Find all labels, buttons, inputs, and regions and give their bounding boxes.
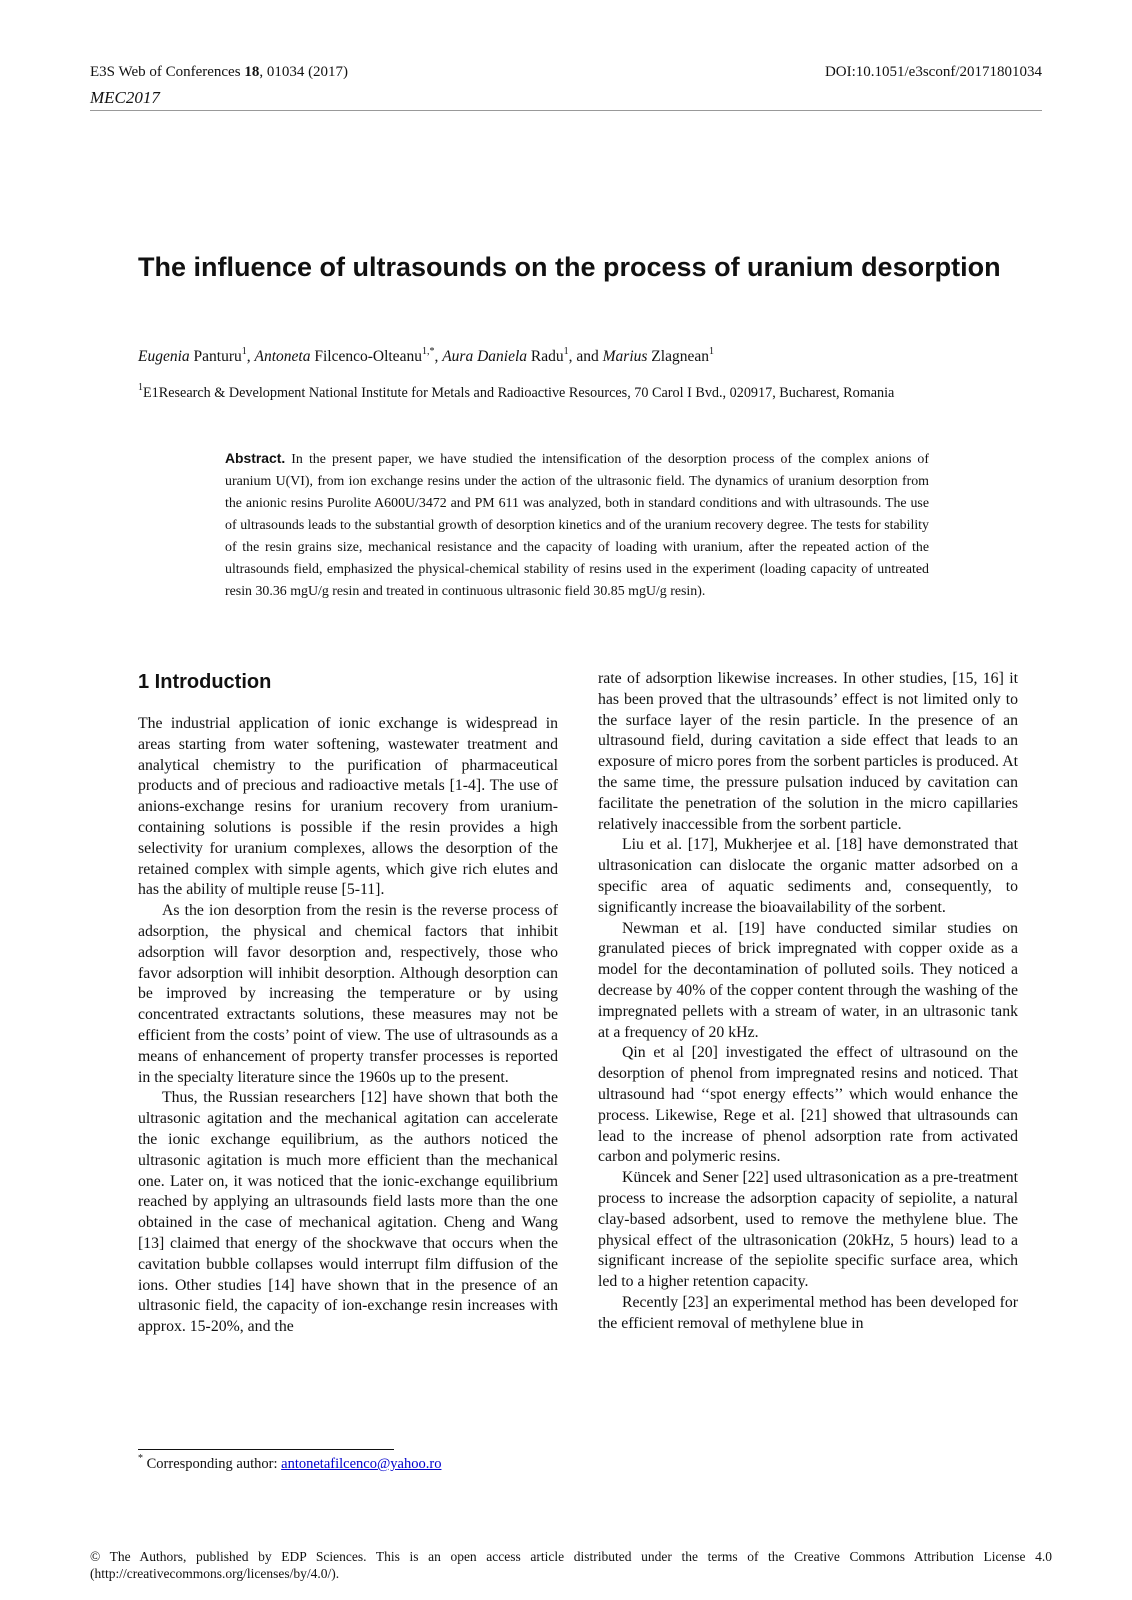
paragraph: rate of adsorption likewise increases. In other studies, [15, 16] it has been proved that the ultrasounds’ effect is not limited only to the surface layer of the resin particle. In the presence of an ultrasound field, during cavitation a side effect that leads to an exposure of micro pores from the sorbent particles is produced. At the same time, the pressure pulsation induced by cavitation can facilitate the penetration of the solution in the micro capillaries relatively inaccessible from the sorbent particle. bbox=[598, 670, 1018, 833]
doi: DOI:10.1051/e3sconf/20171801034 bbox=[824, 64, 1042, 80]
paragraph: Recently [23] an experimental method has been developed for the efficient removal of methylene blue in bbox=[598, 1293, 1018, 1332]
paragraph: Newman et al. [19] have conducted similar studies on granulated pieces of brick impregnated with copper oxide as a model for the decontamination of polluted soils. They noticed a decrease by 40% of the copper content through the washing of the impregnated pellets with a stream of water, in an ultrasonic tank at a frequency of 20 kHz. bbox=[598, 919, 1018, 1041]
paragraph: Thus, the Russian researchers [12] have shown that both the ultrasonic agitation and the mechanical agitation can accelerate the ionic exchange equilibrium, as the authors noticed the ultrasonic agitation is much more efficient than the mechanical one. Later on, it was noticed that the ionic-exchange equilibrium reached by applying an ultrasounds field lasts more than the one obtained in the case of mechanical agitation. Cheng and Wang [13] claimed that energy of the shockwave that occurs when the cavitation bubble collapses would interrupt film diffusion of the ions. Other studies [14] have shown that in the presence of an ultrasonic field, the capacity of ion-exchange resin increases with approx. 15-20%, and the bbox=[138, 1089, 558, 1336]
author: Eugenia Panturu$^1$, bbox=[138, 345, 255, 365]
affiliation bbox=[138, 382, 895, 402]
footnote-mark: * bbox=[138, 1453, 143, 1465]
author: Marius Zlagnean$^1$ bbox=[602, 345, 714, 365]
footnote-rule bbox=[138, 1449, 394, 1450]
paragraph: As the ion desorption from the resin is the reverse process of adsorption, the physical and chemical factors that inhibit adsorption will favor desorption and, respectively, those who favor adsorption will inhibit desorption. Although desorption can be improved by increasing the temperature or by using concentrated extractants solutions, these measures may not be efficient from the costs’ point of view. The use of ultrasounds as a means of enhancement of property transfer processes is reported in the specialty literature since the 1960s up to the present. bbox=[138, 902, 558, 1086]
section-heading: 1 Introduction bbox=[138, 671, 272, 693]
abstract-label: Abstract. bbox=[225, 450, 286, 466]
left-column bbox=[138, 714, 558, 1338]
right-column bbox=[598, 669, 1018, 1335]
author: Aura Daniela Radu$^1$, and bbox=[442, 345, 603, 365]
journal-citation bbox=[90, 63, 348, 81]
paragraph: Küncek and Sener [22] used ultrasonication as a pre-treatment process to increase the adsorption capacity of sepiolite, a natural clay-based adsorbent, used to remove the methylene blue. The physical effect of the ultrasonication (20kHz, 5 hours) lead to a significant increase of the sepiolite specific surface area, which led to a higher retention capacity. bbox=[598, 1169, 1018, 1291]
affiliation-mark: 1 bbox=[138, 382, 143, 394]
header-rule bbox=[90, 110, 1042, 111]
footnote bbox=[138, 1453, 442, 1473]
author-list bbox=[138, 345, 714, 366]
author-email-link[interactable]: antonetafilcenco@yahoo.ro bbox=[281, 1456, 442, 1472]
article-number: , 01034 (2017) bbox=[259, 64, 349, 80]
affiliation-text: E1Research & Development National Institute for Metals and Radioactive Resources, 70 Carol I Bvd., 020917, Bucharest, Romania bbox=[143, 385, 895, 401]
abstract-text: In the present paper, we have studied the intensification of the desorption process of the complex anions of uranium U(VI), from ion exchange resins under the action of the ultrasonic field. The dynamics of uranium desorption from the anionic resins Purolite A600U/3472 and PM 611 was analyzed, both in standard conditions and with ultrasounds. The use of ultrasounds leads to the substantial growth of desorption kinetics and of the uranium recovery degree. The tests for stability of the resin grains size, mechanical resistance and the capacity of loading with uranium, after the repeated action of the ultrasounds field, emphasized the physical-chemical stability of resins used in the experiment (loading capacity of untreated resin 30.36 mgU/g resin and treated in continuous ultrasonic field 30.85 mgU/g resin). bbox=[225, 452, 929, 599]
paragraph: The industrial application of ionic exchange is widespread in areas starting from water softening, wastewater treatment and analytical chemistry to the purification of pharmaceutical products and of precious and radioactive metals [1-4]. The use of anions-exchange resins for uranium recovery from uranium-containing solutions is possible if the resin provides a high selectivity for uranium complexes, allows the desorption of the retained complex with simple agents, which give rich elutes and has the ability of multiple reuse [5-11]. bbox=[138, 715, 558, 899]
conference-name: MEC2017 bbox=[90, 88, 160, 107]
paragraph: Qin et al [20] investigated the effect of ultrasound on the desorption of phenol from impregnated resins and noticed. That ultrasound had ‘‘spot energy effects’’ which would enhance the process. Likewise, Rege et al. [21] showed that ultrasounds can lead to the increase of phenol adsorption rate from activated carbon and polymeric resins. bbox=[598, 1044, 1018, 1166]
footnote-label: Corresponding author: bbox=[143, 1456, 282, 1472]
journal-volume: 18 bbox=[244, 64, 260, 80]
license-notice: © The Authors, published by EDP Sciences. This is an open access article distributed under the terms of the Creative Commons Attribution License 4.0 (http://creativecommons.org/licenses/by/4.0/). bbox=[90, 1549, 1052, 1581]
author: Antoneta Filcenco-Olteanu$^{1,*}$, bbox=[254, 345, 443, 365]
abstract bbox=[225, 447, 929, 603]
journal-prefix: E3S Web of Conferences bbox=[90, 64, 245, 80]
paper-title: The influence of ultrasounds on the process of uranium desorption bbox=[138, 252, 1001, 282]
paragraph: Liu et al. [17], Mukherjee et al. [18] have demonstrated that ultrasonication can dislocate the organic matter adsorbed on a specific area of aquatic sediments and, consequently, to significantly increase the bioavailability of the sorbent. bbox=[598, 836, 1018, 916]
